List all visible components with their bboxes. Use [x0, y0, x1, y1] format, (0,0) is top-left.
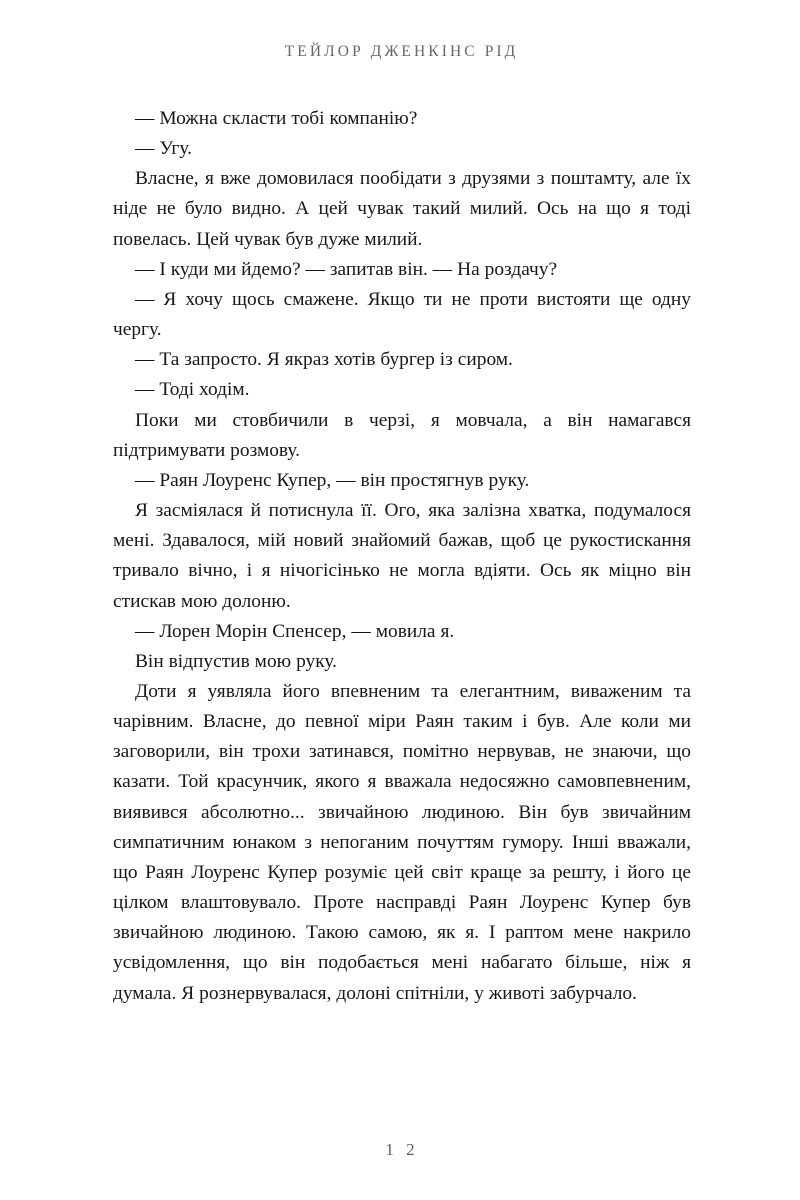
- paragraph: Він відпустив мою руку.: [135, 650, 337, 672]
- paragraph: — Я хочу щось смажене. Якщо ти не проти вистояти ще одну чергу.: [113, 288, 691, 341]
- paragraph: — Можна скласти тобі компанію?: [135, 108, 418, 129]
- paragraph: — Та запросто. Я якраз хотів бургер із сиром.: [135, 349, 513, 371]
- running-head: ТЕЙЛОР ДЖЕНКІНС РІД: [284, 43, 519, 60]
- paragraph: — Угу.: [135, 138, 192, 160]
- paragraph: Я засміялася й потиснула її. Ого, яка залізна хватка, подумалося мені. Здавалося, мій новий знайомий бажав, щоб це рукостискання тривало вічно, і я нічогісінько не могла вдіяти. Ось як міцно він стискав мою долоню.: [113, 500, 691, 612]
- paragraph: — І куди ми йдемо? — запитав він. — На роздачу?: [135, 258, 558, 280]
- paragraph: — Лорен Морін Спенсер, — мовила я.: [135, 620, 455, 642]
- paragraph: — Тоді ходім.: [135, 379, 250, 401]
- page-number: 1 2: [385, 1140, 419, 1159]
- body-text-block: [113, 104, 691, 1009]
- paragraph: Власне, я вже домовилася пообідати з друзями з поштамту, але їх ніде не було видно. А цей чувак такий милий. Ось на що я тоді повелась. Цей чувак був дуже милий.: [113, 168, 691, 250]
- paragraph: Поки ми стовбичили в черзі, я мовчала, а він намагався підтримувати розмову.: [113, 409, 691, 461]
- paragraph: — Раян Лоуренс Купер, — він простягнув руку.: [135, 469, 530, 491]
- paragraph: Доти я уявляла його впевненим та елегантним, виваженим та чарівним. Власне, до певної міри Раян таким і був. Але коли ми заговорили, він трохи затинався, помітно нервував, не знаючи, що казати. Той красунчик, якого я вважала недосяжно самовпевненим, виявився абсолютно... звичайною людиною. Він був звичайним симпатичним юнаком з непоганим почуттям гумору. Інші вважали, що Раян Лоуренс Купер розуміє цей світ краще за решту, і його це цілком влаштовувало. Проте насправді Раян Лоуренс Купер був звичайною людиною. Такою самою, як я. І раптом мене накрило усвідомлення, що він подобається мені набагато більше, ніж я думала. Я рознервувалася, долоні спітніли, у животі забурчало.: [113, 680, 691, 1004]
